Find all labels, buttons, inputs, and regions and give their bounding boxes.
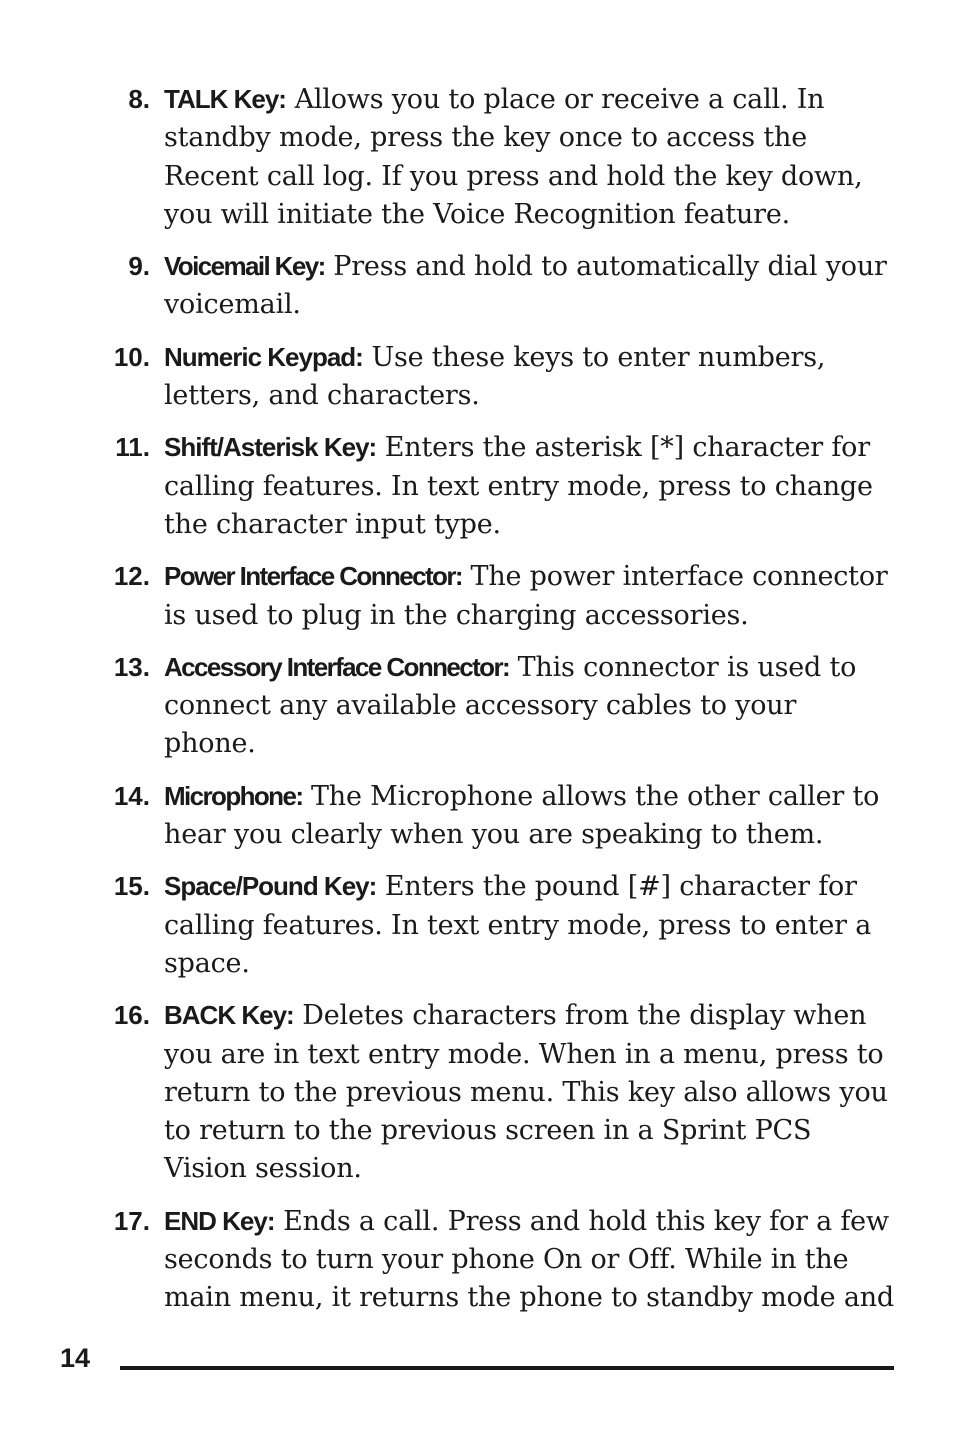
list-item-shift-asterisk-key: [0, 428, 954, 544]
list-item-space-pound-key: [0, 867, 954, 983]
item-term: Numeric Keypad:: [164, 341, 363, 372]
key-description-list: [0, 80, 954, 1331]
list-item-talk-key: [0, 80, 954, 234]
item-number: 12.: [113, 561, 150, 592]
item-number: 13.: [113, 651, 150, 682]
list-item-end-key: [0, 1202, 954, 1318]
item-number: 14.: [113, 780, 150, 811]
item-description: The Microphone allows the other caller to hear you clearly when you are speaking to them.: [164, 780, 880, 851]
item-term: Microphone:: [164, 780, 303, 811]
item-number: 9.: [128, 251, 150, 282]
item-term: END Key:: [164, 1205, 275, 1236]
item-term: TALK Key:: [164, 84, 286, 114]
footer-divider: [120, 1366, 894, 1370]
item-number: 17.: [113, 1205, 150, 1236]
item-description: Deletes characters from the display when you are in text entry mode. When in a menu, press to return to the previous menu. This key also allows you to return to the previous screen in a Sprint PCS Vision session.: [164, 1000, 888, 1185]
item-description: This connector is used to connect any available accessory cables to your phone.: [164, 651, 857, 760]
item-description: The power interface connector is used to plug in the charging accessories.: [164, 561, 888, 631]
item-number: 11.: [115, 432, 150, 463]
page-number: 14: [60, 1343, 91, 1373]
item-description: Ends a call. Press and hold this key for a few seconds to turn your phone On or Off. While in the main menu, it returns the phone to standby mode and: [164, 1205, 894, 1314]
list-item-accessory-interface-connector: [0, 648, 954, 764]
list-item-numeric-keypad: [0, 338, 954, 416]
item-number: 16.: [113, 1000, 150, 1031]
list-item-voicemail-key: [0, 247, 954, 325]
item-description: Enters the asterisk [*] character for calling features. In text entry mode, press to change the character input type.: [164, 432, 873, 540]
list-item-back-key: [0, 996, 954, 1188]
item-description: Press and hold to automatically dial your voicemail.: [164, 251, 887, 321]
item-description: Enters the pound [#] character for calling features. In text entry mode, press to enter a space.: [164, 871, 872, 979]
item-number: 10.: [113, 341, 150, 372]
item-description: Allows you to place or receive a call. In standby mode, press the key once to access the Recent call log. If you press and hold the key down, you will initiate the Voice Recognition feature.: [164, 84, 863, 230]
list-item-power-interface-connector: [0, 557, 954, 635]
item-term: Space/Pound Key:: [164, 871, 377, 902]
item-term: Voicemail Key:: [164, 251, 325, 282]
list-item-microphone: [0, 777, 954, 855]
item-term: Shift/Asterisk Key:: [164, 432, 377, 463]
item-term: Power Interface Connector:: [164, 561, 462, 592]
item-term: BACK Key:: [164, 1000, 294, 1031]
item-term: Accessory Interface Connector:: [164, 651, 510, 682]
item-number: 8.: [128, 84, 150, 114]
item-number: 15.: [113, 871, 150, 902]
item-description: Use these keys to enter numbers, letters, and characters.: [164, 341, 826, 412]
